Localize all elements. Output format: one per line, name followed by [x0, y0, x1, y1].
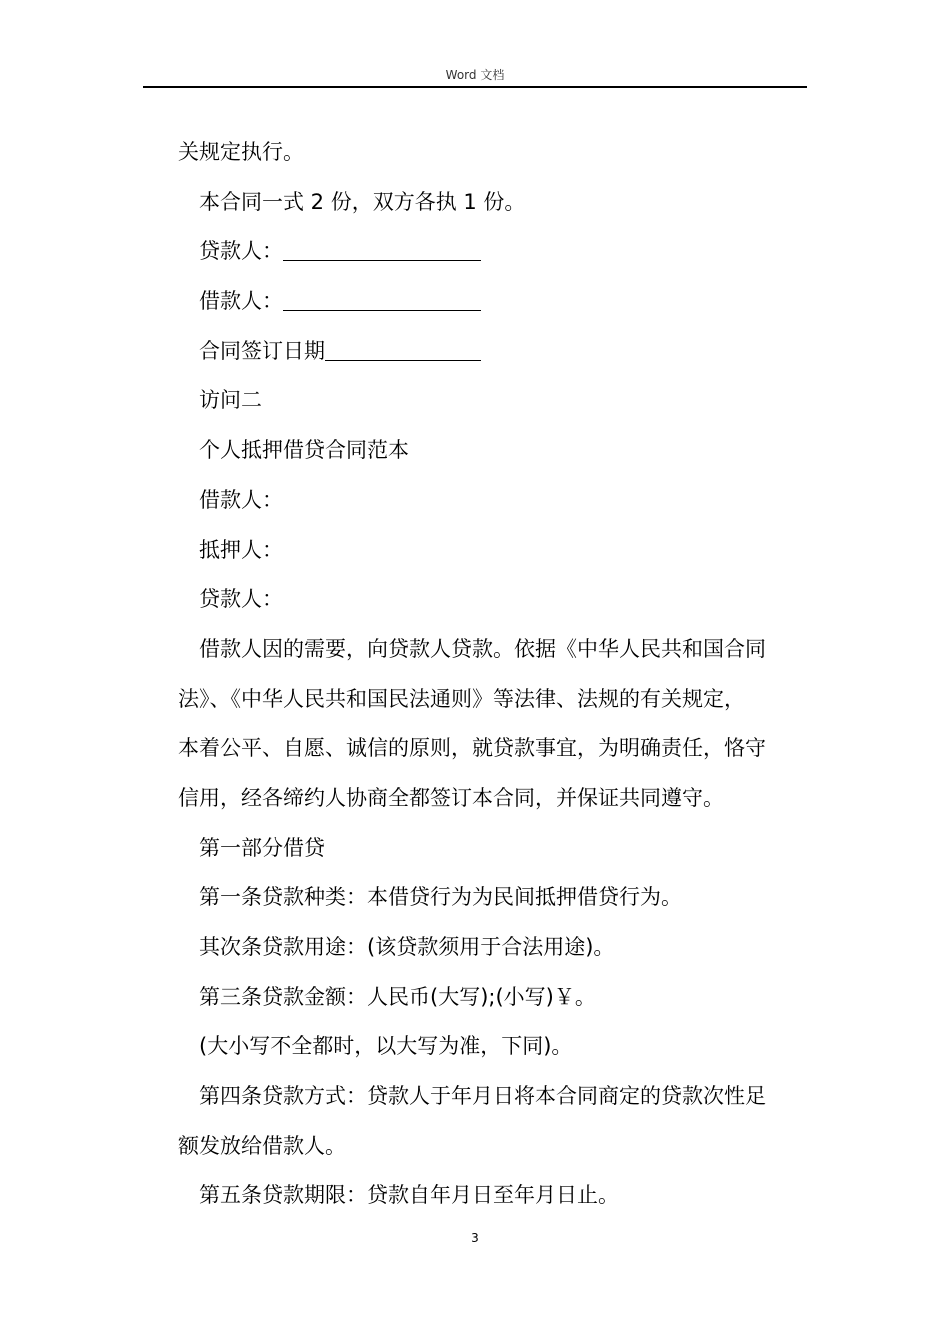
header-divider [143, 86, 807, 88]
paragraph-line: 法》、《中华人民共和国民法通则》等法律、法规的有关规定， [178, 686, 745, 711]
article-line: 额发放给借款人。 [178, 1133, 346, 1158]
sign-date-line [178, 327, 810, 377]
paragraph-line: 借款人因的需要，向贷款人贷款。依据《中华人民共和国合同 [199, 636, 766, 661]
article-line: 第五条贷款期限：贷款自年月日至年月日止。 [199, 1183, 619, 1208]
article-line: (大小写不全都时，以大写为准，下同)。 [199, 1034, 573, 1059]
party-mortgagor: 抵押人： [199, 537, 283, 562]
article-line: 第三条贷款金额：人民币(大写);(小写)￥。 [199, 984, 596, 1009]
party-borrower: 借款人： [199, 487, 283, 512]
party-lender: 贷款人： [199, 587, 283, 612]
article-line: 其次条贷款用途：(该贷款须用于合法用途)。 [199, 935, 615, 959]
lender-label: 贷款人： [199, 239, 283, 264]
borrower-blank [283, 288, 481, 311]
paragraph-line: 本着公平、自愿、诚信的原则，就贷款事宜，为明确责任，恪守 [178, 736, 766, 761]
sign-date-label: 合同签订日期 [199, 338, 325, 363]
section-heading: 访问二 [199, 388, 262, 413]
text-line: 关规定执行。 [178, 140, 304, 164]
article-line: 第一条贷款种类：本借贷行为为民间抵押借贷行为。 [199, 885, 682, 910]
text-line: 本合同一式 2 份，双方各执 1 份。 [199, 189, 526, 214]
document-body [178, 128, 810, 1221]
borrower-signature-line [178, 277, 810, 327]
lender-signature-line [178, 227, 810, 277]
part-heading: 第一部分借贷 [199, 835, 325, 860]
lender-blank [283, 238, 481, 261]
sign-date-blank [325, 338, 481, 361]
paragraph-line: 信用，经各缔约人协商全都签订本合同，并保证共同遵守。 [178, 785, 724, 810]
document-title: 个人抵押借贷合同范本 [199, 438, 409, 463]
page-header: Word 文档 [445, 68, 505, 82]
borrower-label: 借款人： [199, 289, 283, 314]
article-line: 第四条贷款方式：贷款人于年月日将本合同商定的贷款次性足 [199, 1084, 766, 1109]
page-number: 3 [471, 1231, 479, 1245]
